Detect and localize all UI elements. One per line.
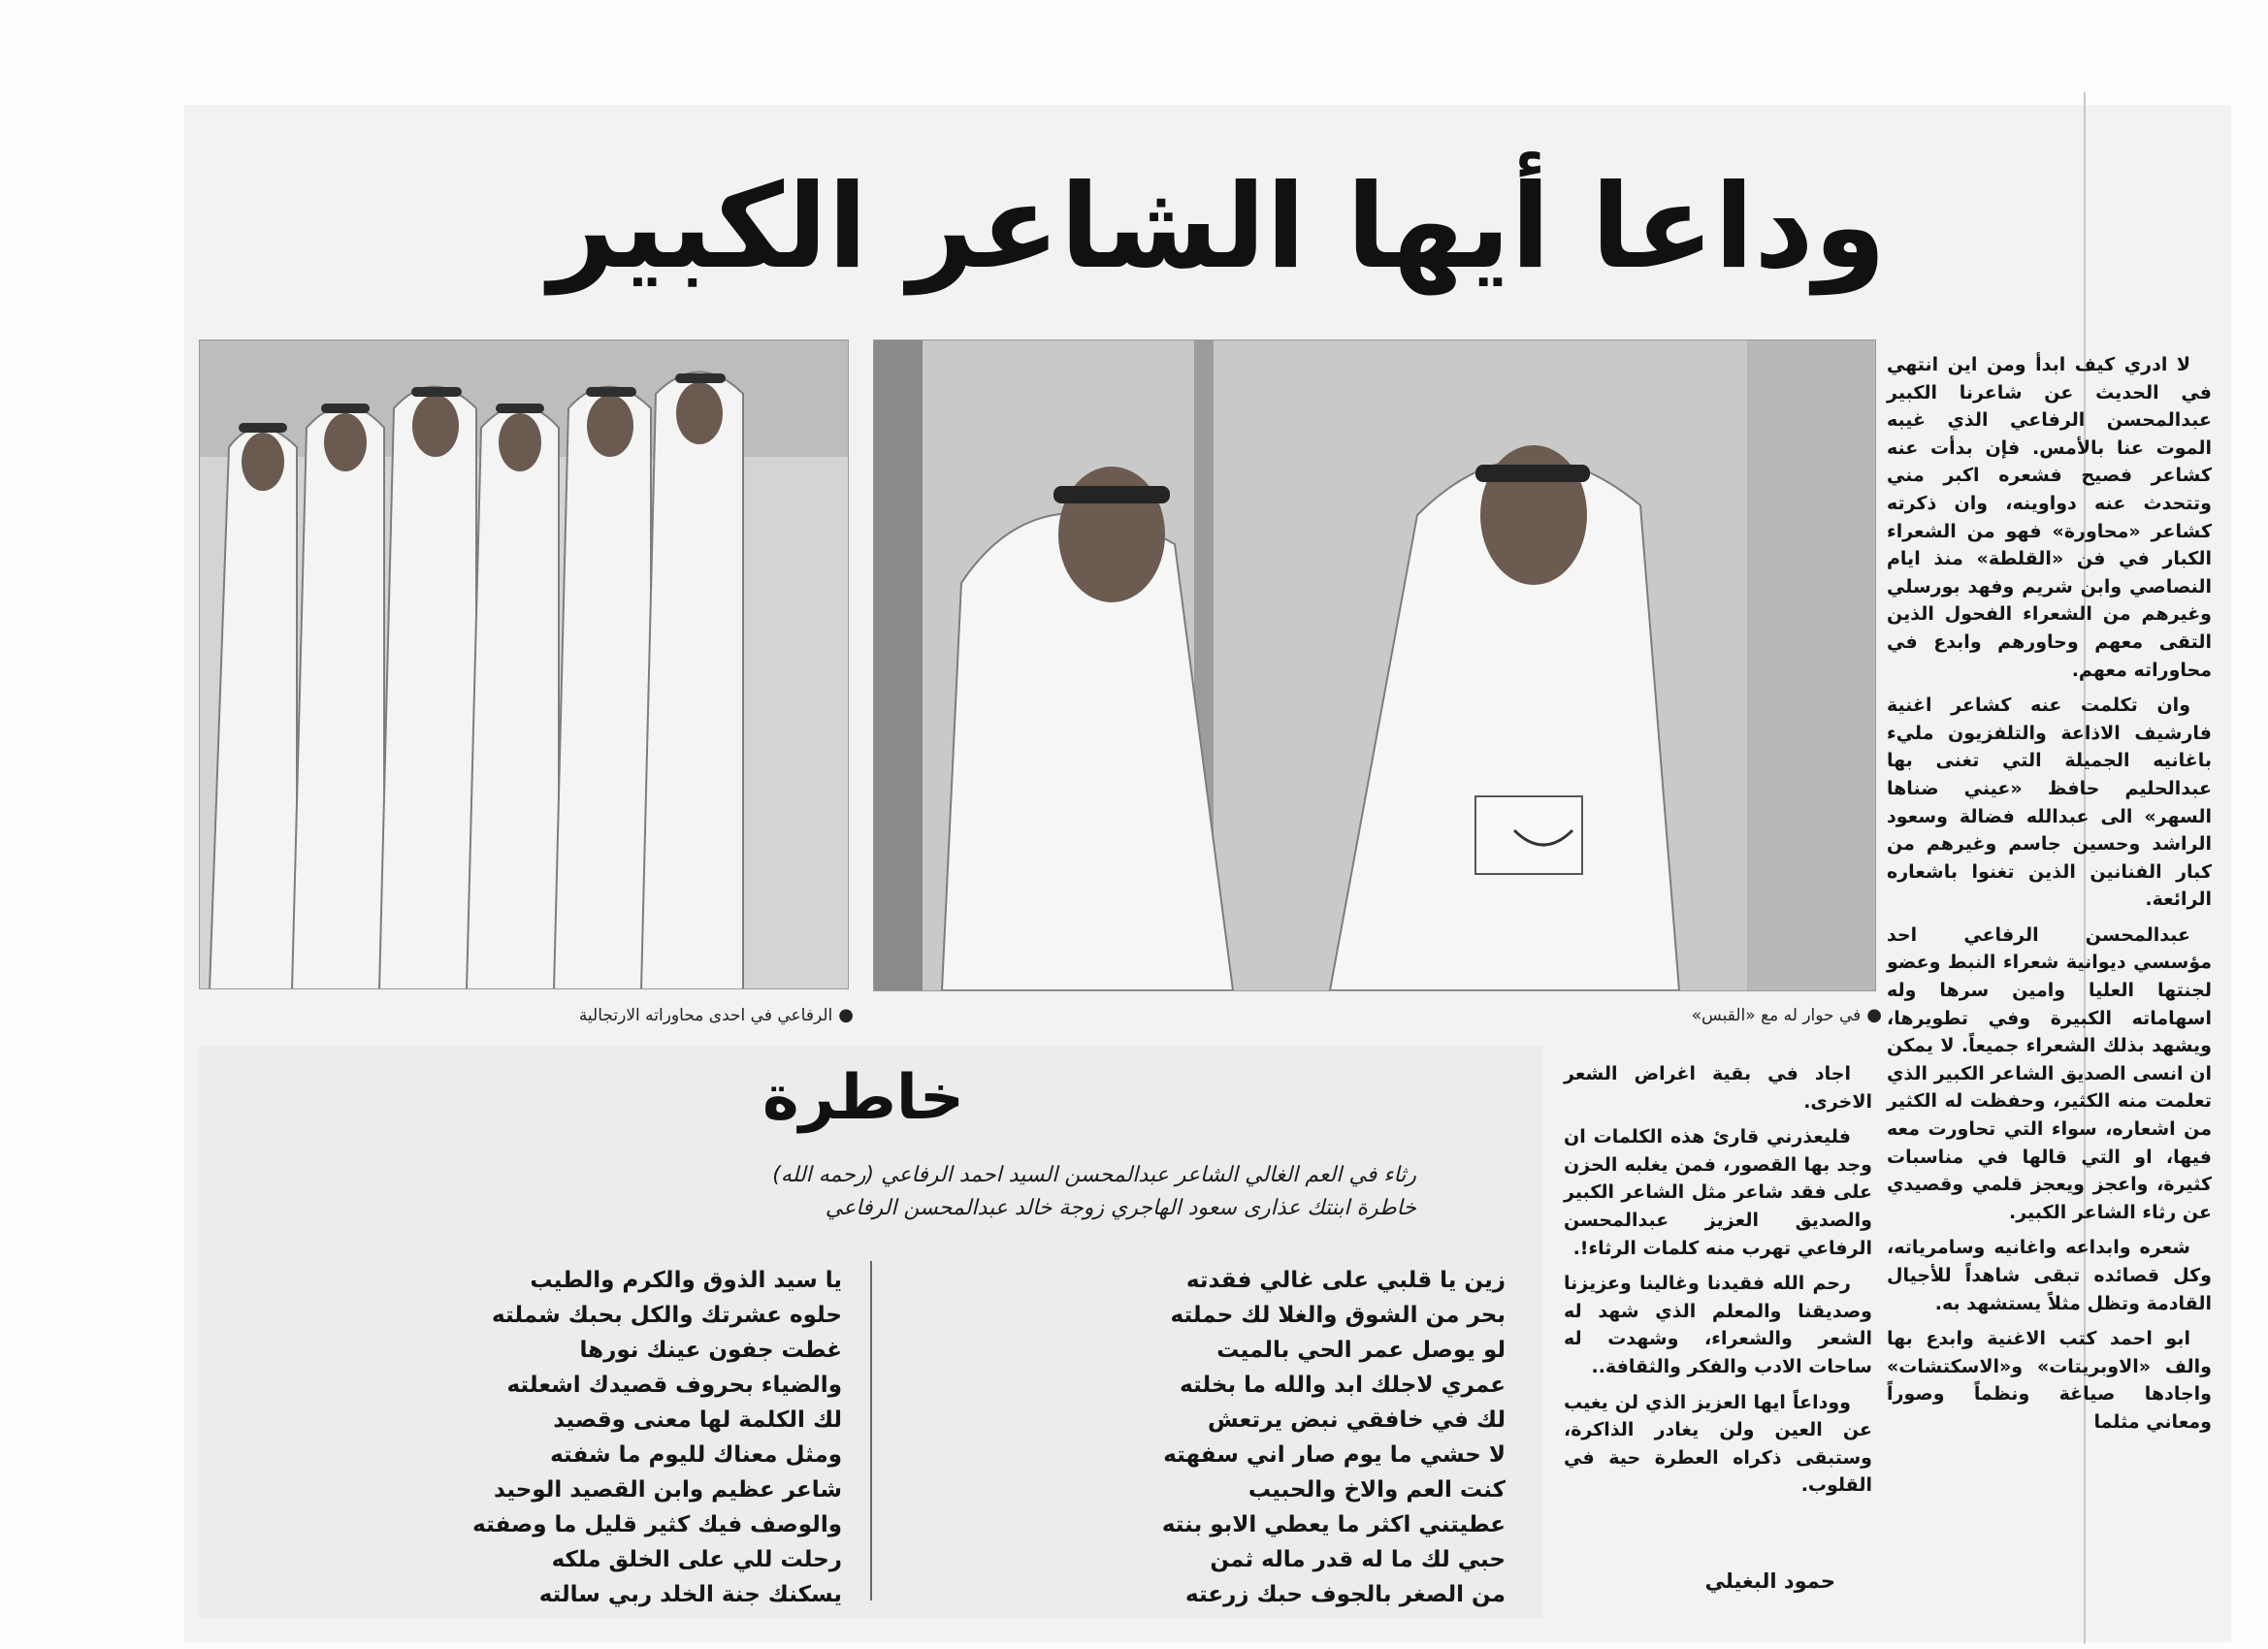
caption-left-text: الرفاعي في احدى محاوراته الارتجالية	[578, 1006, 833, 1025]
article-paragraph: لا ادري كيف ابدأ ومن اين انتهي في الحديث عن شاعرنا الكبير عبدالمحسن الرفاعي الذي غيبه الموت عنا بالأمس. فإن بدأت عنه كشاعر فصيح فشعره اكبر مني وتتحدث عنه دواوينه، وان ذكرته كشاعر «محاورة» فهو من الشعراء الكبار في فن «القلطة» منذ ايام النصاصي وابن شريم وفهد بورسلي وغيرهم من الشعراء الفحول الذين التقى معهم وحاورهم وابدع في محاوراته معهم.	[1887, 354, 2212, 681]
poem-verse: حلوه عشرتك والكل بحبك شملته	[492, 1303, 842, 1328]
caption-right	[1513, 1005, 1882, 1025]
poem-dedication	[737, 1159, 1416, 1225]
poem-verse: يسكنك جنة الخلد ربي سالته	[538, 1582, 842, 1607]
headline: وداعا أيها الشاعر الكبير	[548, 160, 1887, 295]
photo-interview	[873, 340, 1876, 991]
poem-verse: رحلت للي على الخلق ملكه	[551, 1547, 842, 1572]
article-paragraph: عبدالمحسن الرفاعي احد مؤسسي ديوانية شعراء النبط وعضو لجنتها العليا وامين سرها وله اسهاماته الكبيرة وفي تطويرها، ويشهد بذلك الشعراء جميعاً. لا يمكن ان انسى الصديق الشاعر الكبير الذي تعلمت منه الكثير، وحفظت له الكثير من اشعاره، سواء التي تحاورت معه فيها، او التي قالها في مناسبات كثيرة، واعجز ويعجز قلمي وقصيدي عن رثاء الشاعر الكبير.	[1887, 923, 2212, 1223]
poem-verse: لا حشي ما يوم صار اني سفهته	[1163, 1442, 1506, 1468]
poem-column-right	[885, 1263, 1506, 1612]
poem-verse: كنت العم والاخ والحبيب	[1247, 1477, 1506, 1503]
article-column-right	[1887, 351, 2212, 1444]
poem-verse: حبي لك ما له قدر ماله ثمن	[1210, 1547, 1506, 1572]
poem-verse: يا سيد الذوق والكرم والطيب	[530, 1268, 842, 1293]
article-paragraph: شعره وابداعه واغانيه وسامرياته، وكل قصائده تبقى شاهداً للأجيال القادمة وتظل مثلاً يستشهد به.	[1887, 1237, 2212, 1314]
poem-verse: زين يا قلبي على غالي فقدته	[1185, 1268, 1506, 1293]
article-paragraph: فليعذرني قارئ هذه الكلمات ان وجد بها القصور، فمن يغلبه الحزن على فقد شاعر مثل الشاعر الكبير والصديق العزيز عبدالمحسن الرفاعي تهرب منه كلمات الرثاء!.	[1564, 1126, 1872, 1259]
poem-verse: شاعر عظيم وابن القصيد الوحيد	[494, 1477, 842, 1503]
poem-verse: بحر من الشوق والغلا لك حملته	[1170, 1303, 1506, 1328]
dedication-line: خاطرة ابنتك عذارى سعود الهاجري زوجة خالد عبدالمحسن الرفاعي	[825, 1196, 1416, 1220]
poem-column-left	[221, 1263, 842, 1612]
caption-bullet-icon: ●	[1866, 1005, 1882, 1025]
article-paragraph: رحم الله فقيدنا وغالينا وعزيزنا وصديقنا والمعلم الذي شهد له الشعر والشعراء، وشهدت له ساحات الادب والفكر والثقافة..	[1564, 1273, 1872, 1377]
poem-verse: والضياء بحروف قصيدك اشعلته	[506, 1373, 842, 1398]
poem-verse: عمري لاجلك ابد والله ما بخلته	[1180, 1373, 1506, 1398]
poem-verse: غطت جفون عينك نورها	[579, 1338, 842, 1363]
poem-divider	[870, 1261, 872, 1600]
caption-right-text: في حوار له مع «القبس»	[1691, 1006, 1862, 1025]
caption-bullet-icon: ●	[838, 1005, 854, 1025]
poem-verse: لك في خافقي نبض يرتعش	[1208, 1407, 1506, 1433]
article-paragraph: ابو احمد كتب الاغنية وابدع بها والف «الاوبريتات» و«الاسكتشات» واجادها صياغة ونظماً وصوراً ومعاني مثلما	[1887, 1328, 2212, 1433]
poem-title: خاطرة	[761, 1062, 965, 1134]
article-paragraph: ووداعاً ايها العزيز الذي لن يغيب عن العين ولن يغادر الذاكرة، وستبقى ذكراه العطرة حية في القلوب.	[1564, 1391, 1872, 1497]
article-column-middle	[1564, 1060, 1872, 1507]
poem-verse: والوصف فيك كثير قليل ما وصفته	[472, 1512, 842, 1537]
photo-group-men	[199, 340, 849, 989]
poem-verse: لو يوصل عمر الحي بالميت	[1216, 1338, 1506, 1363]
article-paragraph: اجاد في بقية اغراض الشعر الاخرى.	[1564, 1063, 1872, 1113]
article-paragraph: وان تكلمت عنه كشاعر اغنية فارشيف الاذاعة والتلفزيون مليء باغانيه الجميلة التي تغنى بها عبدالحليم حافظ «عيني ضناها السهر» الى عبدالله فضالة وسعود الراشد وحسين جاسم وغيرهم من كبار الفنانين الذين تغنوا باشعاره الرائعة.	[1887, 695, 2212, 911]
poem-verse: من الصغر بالجوف حبك زرعته	[1185, 1582, 1506, 1607]
poem-verse: ومثل معناك لليوم ما شفته	[550, 1442, 842, 1468]
caption-left	[504, 1005, 854, 1025]
poem-verse: لك الكلمة لها معنى وقصيد	[553, 1407, 842, 1433]
dedication-line: رثاء في العم الغالي الشاعر عبدالمحسن السيد احمد الرفاعي (رحمه الله)	[772, 1163, 1416, 1187]
poem-verse: عطيتني اكثر ما يعطي الابو بنته	[1161, 1512, 1506, 1537]
author-byline: حمود البغيلي	[1704, 1569, 1835, 1593]
